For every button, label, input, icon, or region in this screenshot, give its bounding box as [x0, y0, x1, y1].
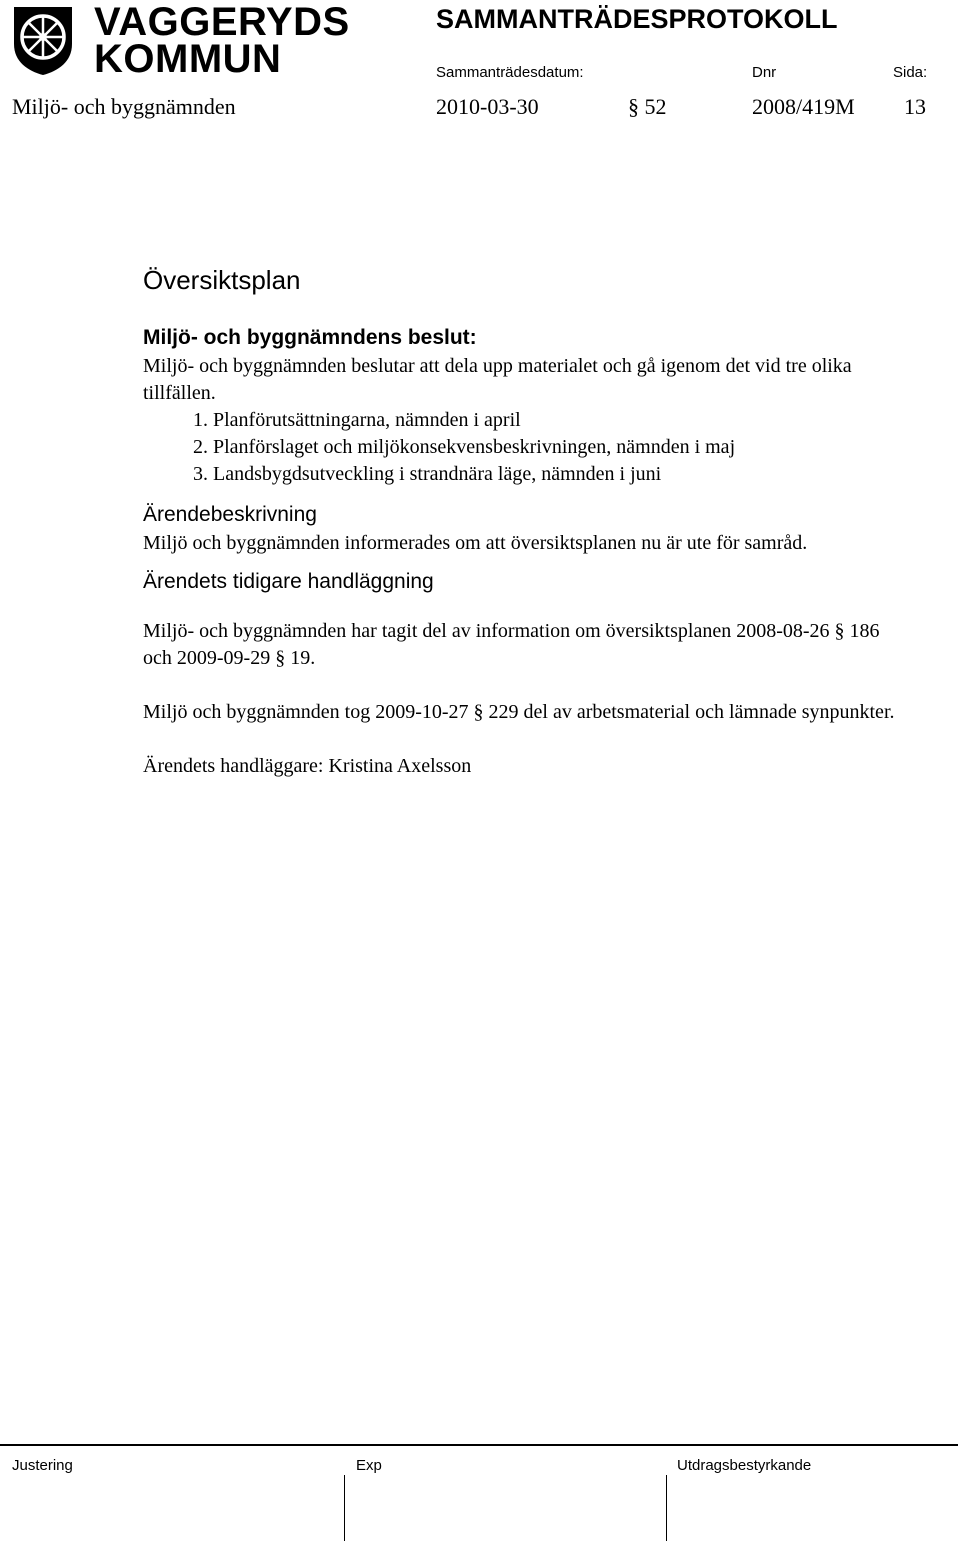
protocol-content: [143, 262, 903, 780]
footer-exp-label: Exp: [356, 1457, 382, 1474]
decision-item: 3. Landsbygdsutveckling i strandnära läge, nämnden i juni: [213, 461, 903, 488]
footer-separator: [666, 1475, 667, 1541]
footer-divider: [0, 1444, 958, 1446]
footer-justering-label: Justering: [12, 1457, 73, 1474]
footer-utdragsbestyrkande-label: Utdragsbestyrkande: [677, 1457, 812, 1474]
municipality-logo: [10, 0, 350, 81]
paragraph-number: § 52: [628, 94, 667, 119]
page-title: Översiktsplan: [143, 265, 301, 295]
description-heading: Ärendebeskrivning: [143, 503, 317, 526]
coat-of-arms-wheel-icon: [10, 4, 76, 76]
logo-name-line2: KOMMUN: [94, 37, 282, 81]
case-officer: Ärendets handläggare: Kristina Axelsson: [143, 755, 472, 777]
decision-list: [143, 407, 903, 488]
decision-item: 1. Planförutsättningarna, nämnden i april: [213, 407, 903, 434]
decision-text: Miljö- och byggnämnden beslutar att dela upp materialet och gå igenom det vid tre olika tillfällen.: [143, 355, 852, 404]
description-text: Miljö och byggnämnden informerades om att översiktsplanen nu är ute för samråd.: [143, 532, 808, 554]
history-heading: Ärendets tidigare handläggning: [143, 570, 434, 593]
date-label: Sammanträdesdatum:: [436, 64, 584, 81]
page-label: Sida:: [893, 64, 928, 81]
decision-heading: Miljö- och byggnämndens beslut:: [143, 326, 477, 349]
committee-name: Miljö- och byggnämnden: [12, 94, 236, 119]
history-paragraph: Miljö- och byggnämnden har tagit del av information om översiktsplanen 2008-08-26 § 186 och 2009-09-29 § 19.: [143, 620, 880, 669]
footer-separator: [344, 1475, 345, 1541]
meeting-date: 2010-03-30: [436, 94, 539, 119]
page-number: 13: [904, 94, 926, 119]
dnr-label: Dnr: [752, 64, 777, 81]
logo-text: [94, 0, 350, 81]
logo-name-line1: VAGGERYDS: [94, 0, 350, 44]
document-type: SAMMANTRÄDESPROTOKOLL: [436, 4, 838, 34]
case-number: 2008/419M: [752, 94, 855, 119]
history-paragraph: Miljö och byggnämnden tog 2009-10-27 § 229 del av arbetsmaterial och lämnade synpunkter.: [143, 701, 895, 723]
decision-item: 2. Planförslaget och miljökonsekvensbeskrivningen, nämnden i maj: [213, 434, 903, 461]
